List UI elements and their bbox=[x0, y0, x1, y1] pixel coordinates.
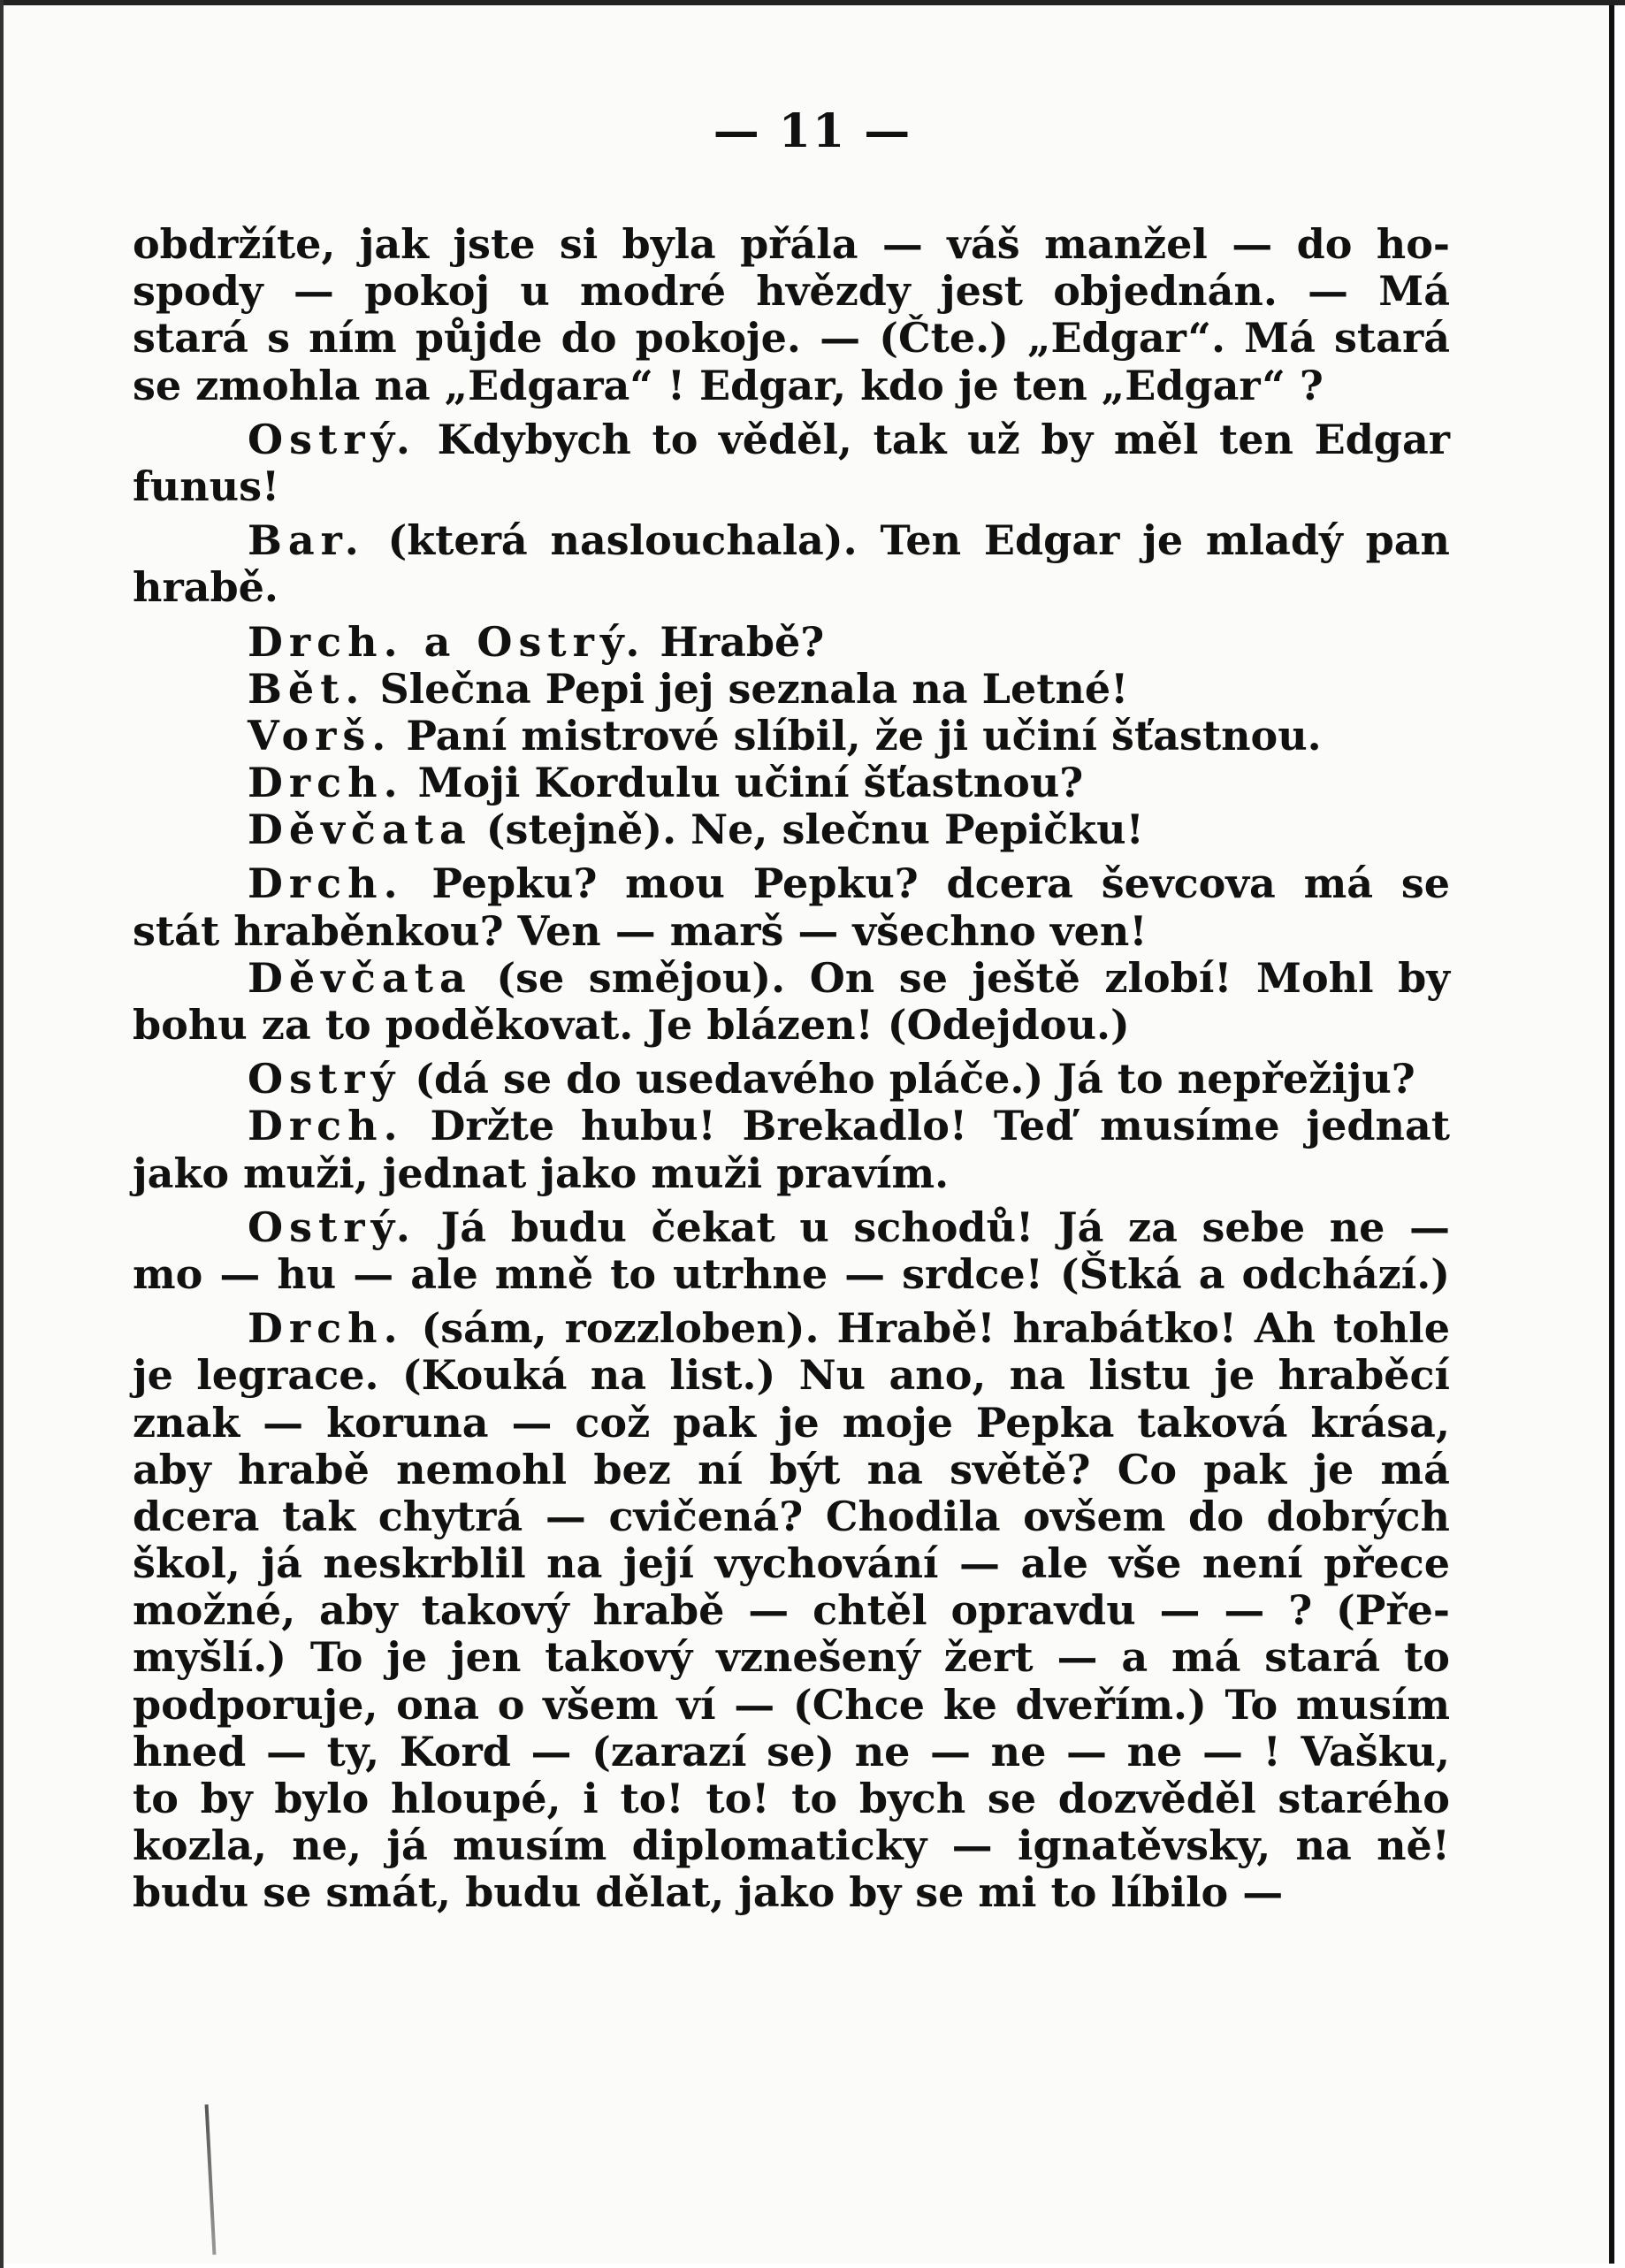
text-line: myšlí.) To je jen takový vznešený žert — a má stará to bbox=[133, 1633, 1450, 1682]
text-line: to by bylo hloupé, i to! to! to bych se dozvěděl starého bbox=[133, 1775, 1450, 1822]
speech-text: Paní mistrové slíbil, že ji učiní šťastnou. bbox=[406, 711, 1322, 760]
speaker-name: Ostrý. bbox=[248, 415, 416, 463]
speaker-name: Drch. bbox=[248, 759, 404, 807]
speech-text: (se smějou). On se ještě zlobí! Mohl by bbox=[496, 953, 1450, 1002]
speech-text: (stejně). Ne, slečnu Pepičku! bbox=[485, 806, 1144, 854]
speaker-name: Drch. bbox=[248, 1304, 404, 1353]
dialogue-line bbox=[133, 860, 1450, 907]
speech-text: Já budu čekat u schodů! Já za sebe ne — bbox=[440, 1203, 1451, 1251]
text-line: mo — hu — ale mně to utrhne — srdce! (Štká a odchází.) bbox=[133, 1249, 1450, 1298]
dialogue-line bbox=[133, 1056, 1450, 1103]
dialogue-line bbox=[133, 666, 1450, 713]
text-line: se zmohla na „Edgara“ ! Edgar, kdo je ten „Edgar“ ? bbox=[133, 361, 1324, 409]
speech-text: (sám, rozzloben). Hrabě! hrabátko! Ah tohle bbox=[421, 1304, 1451, 1353]
text-line: obdržíte, jak jste si byla přála — váš manžel — do ho- bbox=[133, 220, 1450, 268]
speech-text: Kdybych to věděl, tak už by měl ten Edgar bbox=[437, 415, 1451, 463]
dialogue-line bbox=[133, 416, 1450, 463]
speech-text: Hrabě? bbox=[660, 617, 825, 666]
speaker-name: Drch. a Ostrý. bbox=[248, 617, 646, 666]
speaker-name: Bět. bbox=[248, 664, 366, 713]
text-line: budu se smát, budu dělat, jako by se mi to líbilo — bbox=[133, 1868, 1284, 1917]
margin-pencil-mark bbox=[205, 2104, 217, 2255]
page-text bbox=[133, 221, 1450, 1917]
speaker-name: Ostrý. bbox=[248, 1203, 416, 1251]
speech-text: (dá se do usedavého pláče.) Já to nepřežiju? bbox=[415, 1055, 1415, 1103]
dialogue-line bbox=[133, 517, 1450, 564]
speaker-name: Drch. bbox=[248, 1102, 404, 1150]
speaker-name: Ostrý bbox=[248, 1055, 401, 1103]
scan-border-left bbox=[0, 0, 4, 2268]
text-line: spody — pokoj u modré hvězdy jest objednán. — Má bbox=[133, 267, 1450, 316]
text-line: bohu za to poděkovat. Je blázen! (Odejdou.) bbox=[133, 1001, 1130, 1049]
text-line: aby hrabě nemohl bez ní být na světě? Co pak je má bbox=[133, 1445, 1450, 1493]
text-line: hrabě. bbox=[133, 563, 278, 612]
text-line: podporuje, ona o všem ví — (Chce ke dveřím.) To musím bbox=[133, 1680, 1450, 1729]
text-line: škol, já neskrblil na její vychování — ale vše není přece bbox=[133, 1539, 1450, 1588]
text-line: kozla, ne, já musím diplomaticky — ignatěvsky, na ně! bbox=[133, 1821, 1450, 1870]
dialogue-line bbox=[133, 713, 1450, 760]
speaker-name: Drch. bbox=[248, 859, 404, 908]
speaker-name: Vorš. bbox=[248, 711, 393, 760]
text-line: znak — koruna — což pak je moje Pepka taková krása, bbox=[133, 1398, 1450, 1447]
speaker-name: Děvčata bbox=[248, 953, 472, 1002]
speech-text: Slečna Pepi jej seznala na Letné! bbox=[379, 664, 1129, 713]
dialogue-line bbox=[133, 1204, 1450, 1251]
text-line: funus! bbox=[133, 462, 280, 510]
speech-text: Pepku? mou Pepku? dcera ševcova má se bbox=[431, 859, 1450, 908]
dialogue-line bbox=[133, 806, 1450, 853]
dialogue-line bbox=[133, 760, 1450, 806]
speech-text: Moji Kordulu učiní šťastnou? bbox=[417, 759, 1084, 807]
speech-text: (která naslouchala). Ten Edgar je mladý pan bbox=[387, 516, 1450, 565]
speaker-name: Děvčata bbox=[248, 806, 472, 854]
text-line: jako muži, jednat jako muži pravím. bbox=[133, 1149, 950, 1197]
text-line: je legrace. (Kouká na list.) Nu ano, na listu je hraběcí bbox=[133, 1351, 1450, 1400]
page-number: — 11 — bbox=[713, 104, 912, 158]
dialogue-line bbox=[133, 619, 1450, 666]
dialogue-line bbox=[133, 1103, 1450, 1149]
text-line: stará s ním půjde do pokoje. — (Čte.) „Edgar“. Má stará bbox=[133, 314, 1450, 363]
text-line: hned — ty, Kord — (zarazí se) ne — ne — ne — ! Vašku, bbox=[133, 1727, 1450, 1775]
speech-text: Držte hubu! Brekadlo! Teď musíme jednat bbox=[430, 1102, 1451, 1150]
dialogue-line bbox=[133, 955, 1450, 1002]
text-line: dcera tak chytrá — cvičená? Chodila ovšem do dobrých bbox=[133, 1492, 1450, 1540]
dialogue-line bbox=[133, 1305, 1450, 1352]
speaker-name: Bar. bbox=[248, 516, 365, 565]
text-line: možné, aby takový hrabě — chtěl opravdu — — ? (Pře- bbox=[133, 1586, 1450, 1635]
scan-border-top bbox=[0, 0, 1625, 5]
text-line: stát hraběnkou? Ven — marš — všechno ven! bbox=[133, 906, 1148, 955]
